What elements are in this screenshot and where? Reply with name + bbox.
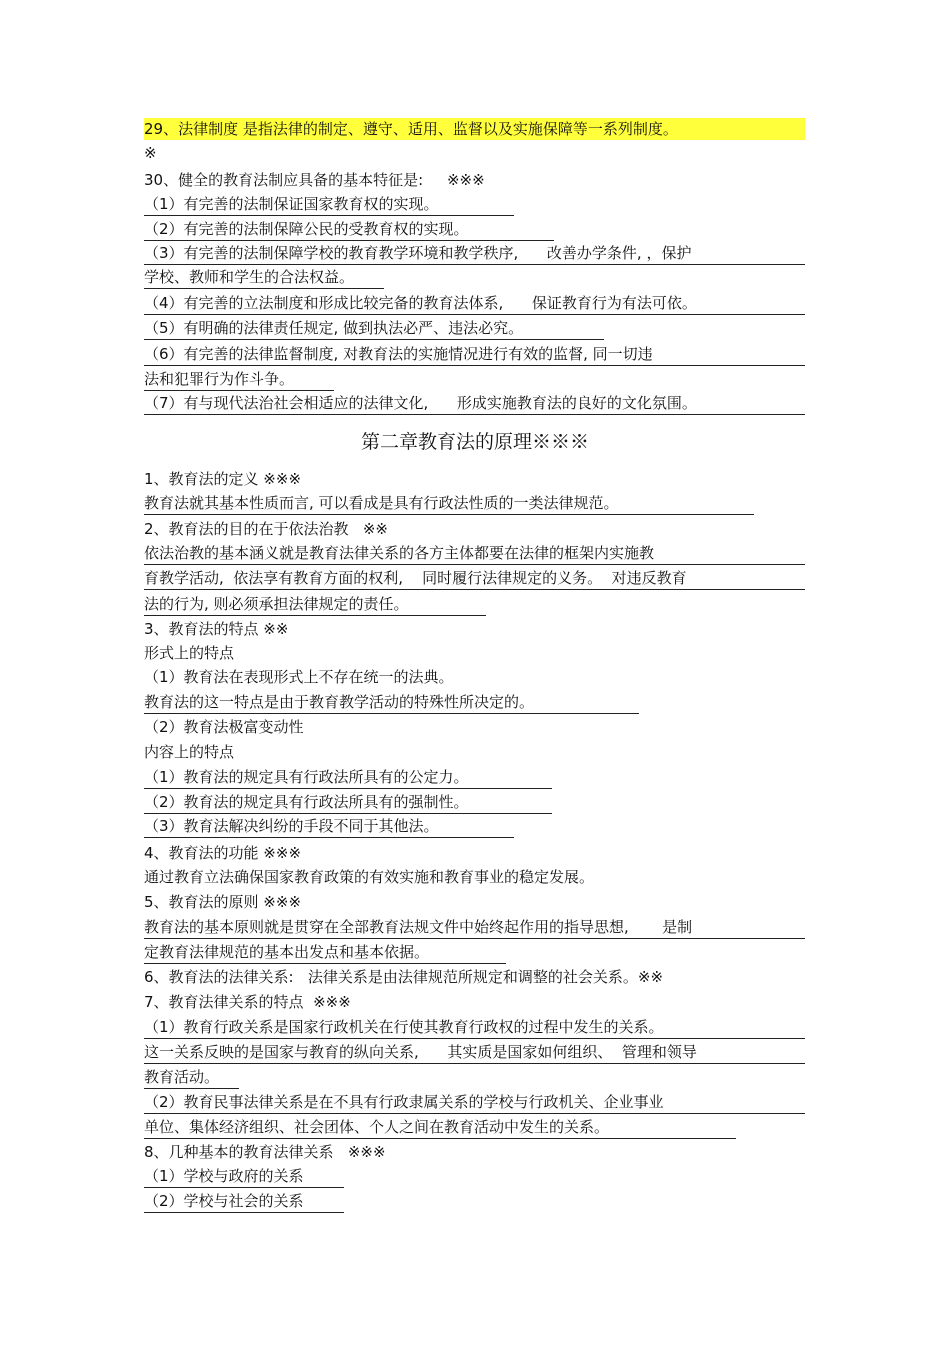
item-30-line-3: （3）有完善的法制保障学校的教育教学环境和教学秩序, 改善办学条件, ，保护 [144,242,805,265]
body-line: （2）教育法极富变动性 [144,718,304,736]
body-line: （1）教育法在表现形式上不存在统一的法典。 [144,668,454,686]
heading-6: 6、教育法的法律关系: 法律关系是由法律规范所规定和调整的社会关系。※※ [144,968,664,986]
body-line: 法的行为, 则必须承担法律规定的责任。 [144,593,486,616]
body-line: 教育法的这一特点是由于教育教学活动的特殊性所决定的。 [144,691,639,714]
body-line: 单位、集体经济组织、社会团体、个人之间在教育活动中发生的关系。 [144,1116,736,1139]
body-line: 这一关系反映的是国家与教育的纵向关系, 其实质是国家如何组织、 管理和领导 [144,1041,805,1064]
heading-3: 3、教育法的特点 ※※ [144,620,289,638]
body-line: 教育法就其基本性质而言, 可以看成是具有行政法性质的一类法律规范。 [144,492,754,515]
subheading-content: 内容上的特点 [144,743,235,761]
item-30-line-8: 法和犯罪行为作斗争。 [144,368,334,391]
body-line: （2）教育民事法律关系是在不具有行政隶属关系的学校与行政机关、企业事业 [144,1091,805,1114]
body-line: 通过教育立法确保国家教育政策的有效实施和教育事业的稳定发展。 [144,868,595,886]
body-line: 教育法的基本原则就是贯穿在全部教育法规文件中始终起作用的指导思想, 是制 [144,916,805,939]
chapter-title: 第二章教育法的原理※※※ [360,431,589,453]
heading-8: 8、几种基本的教育法律关系 ※※※ [144,1143,386,1161]
body-line: 定教育法律规范的基本出发点和基本依据。 [144,941,506,964]
item-30-line-7: （6）有完善的法律监督制度, 对教育法的实施情况进行有效的监督, 同一切违 [144,343,805,366]
body-line: （2）学校与社会的关系 [144,1190,344,1213]
body-line: （3）教育法解决纠纷的手段不同于其他法。 [144,815,514,838]
heading-4: 4、教育法的功能 ※※※ [144,844,302,862]
heading-2: 2、教育法的目的在于依法治教 ※※ [144,520,388,538]
body-line: （1）教育行政关系是国家行政机关在行使其教育行政权的过程中发生的关系。 [144,1016,805,1039]
item-29-line: 29、法律制度 是指法律的制定、遵守、适用、监督以及实施保障等一系列制度。 [144,118,805,140]
body-line: （1）教育法的规定具有行政法所具有的公定力。 [144,766,552,789]
heading-1: 1、教育法的定义 ※※※ [144,470,302,488]
item-30-line-6: （5）有明确的法律责任规定, 做到执法必严、违法必究。 [144,317,604,340]
item-30-heading: 30、健全的教育法制应具备的基本特征是: ※※※ [144,171,485,189]
item-30-line-1: （1）有完善的法制保证国家教育权的实现。 [144,193,514,216]
heading-5: 5、教育法的原则 ※※※ [144,893,302,911]
body-line: （2）教育法的规定具有行政法所具有的强制性。 [144,791,552,814]
subheading-form: 形式上的特点 [144,644,235,662]
body-line: 育教学活动, 依法享有教育方面的权利, 同时履行法律规定的义务。 对违反教育 [144,567,805,590]
body-line: 依法治教的基本涵义就是教育法律关系的各方主体都要在法律的框架内实施教 [144,542,805,565]
item-30-line-4: 学校、教师和学生的合法权益。 [144,266,384,289]
item-29-mark: ※ [144,144,157,162]
body-line: 教育活动。 [144,1066,239,1089]
heading-7: 7、教育法律关系的特点 ※※※ [144,993,351,1011]
item-30-line-2: （2）有完善的法制保障公民的受教育权的实现。 [144,218,554,241]
item-30-line-9: （7）有与现代法治社会相适应的法律文化, 形成实施教育法的良好的文化氛围。 [144,392,805,415]
item-30-line-5: （4）有完善的立法制度和形成比较完备的教育法体系, 保证教育行为有法可依。 [144,292,805,315]
body-line: （1）学校与政府的关系 [144,1165,344,1188]
